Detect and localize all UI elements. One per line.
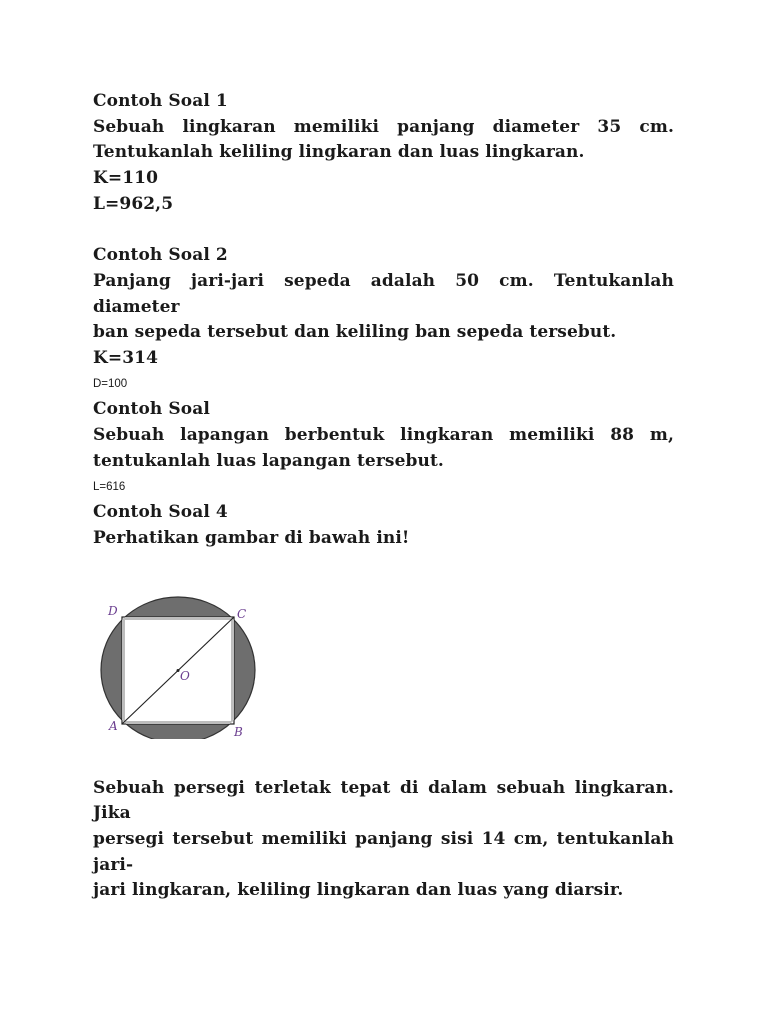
soal2-answer-d: D=100 <box>93 377 128 390</box>
soal4-text-line3: jari lingkaran, keliling lingkaran dan luas yang diarsir. <box>93 880 624 901</box>
soal1-answer-l: L=962,5 <box>93 193 174 214</box>
figure-svg <box>95 574 285 739</box>
label-c: C <box>237 606 247 621</box>
soal4-title: Contoh Soal 4 <box>93 502 228 523</box>
soal2-title: Contoh Soal 2 <box>93 245 228 266</box>
soal2-answer-k: K=314 <box>93 348 159 369</box>
spacer <box>93 218 674 244</box>
soal1-text-line1: Sebuah lingkaran memiliki panjang diameter 35 cm. <box>93 116 674 137</box>
soal1-text-line2: Tentukanlah keliling lingkaran dan luas lingkaran. <box>93 142 585 163</box>
label-o: O <box>180 668 190 683</box>
document-body <box>93 89 674 904</box>
soal1-title: Contoh Soal 1 <box>93 91 228 111</box>
soal3-title: Contoh Soal <box>93 399 210 420</box>
circle-square-figure <box>95 574 285 739</box>
soal4-instruction: Perhatikan gambar di bawah ini! <box>93 527 410 548</box>
label-d: D <box>108 603 118 618</box>
soal4-text-line1: Sebuah persegi terletak tepat di dalam sebuah lingkaran. Jika <box>93 777 674 824</box>
label-a: A <box>109 718 118 733</box>
soal3-answer-l: L=616 <box>93 480 126 493</box>
soal2-text-line2: ban sepeda tersebut dan keliling ban sepeda tersebut. <box>93 322 617 343</box>
label-b: B <box>234 724 243 739</box>
soal3-text-line1: Sebuah lapangan berbentuk lingkaran memiliki 88 m, <box>93 425 674 446</box>
soal1-answer-k: K=110 <box>93 168 159 189</box>
soal2-text-line1: Panjang jari-jari sepeda adalah 50 cm. Tentukanlah diameter <box>93 270 674 317</box>
soal3-text-line2: tentukanlah luas lapangan tersebut. <box>93 450 444 471</box>
soal4-text-line2: persegi tersebut memiliki panjang sisi 14 cm, tentukanlah jari- <box>93 829 674 875</box>
